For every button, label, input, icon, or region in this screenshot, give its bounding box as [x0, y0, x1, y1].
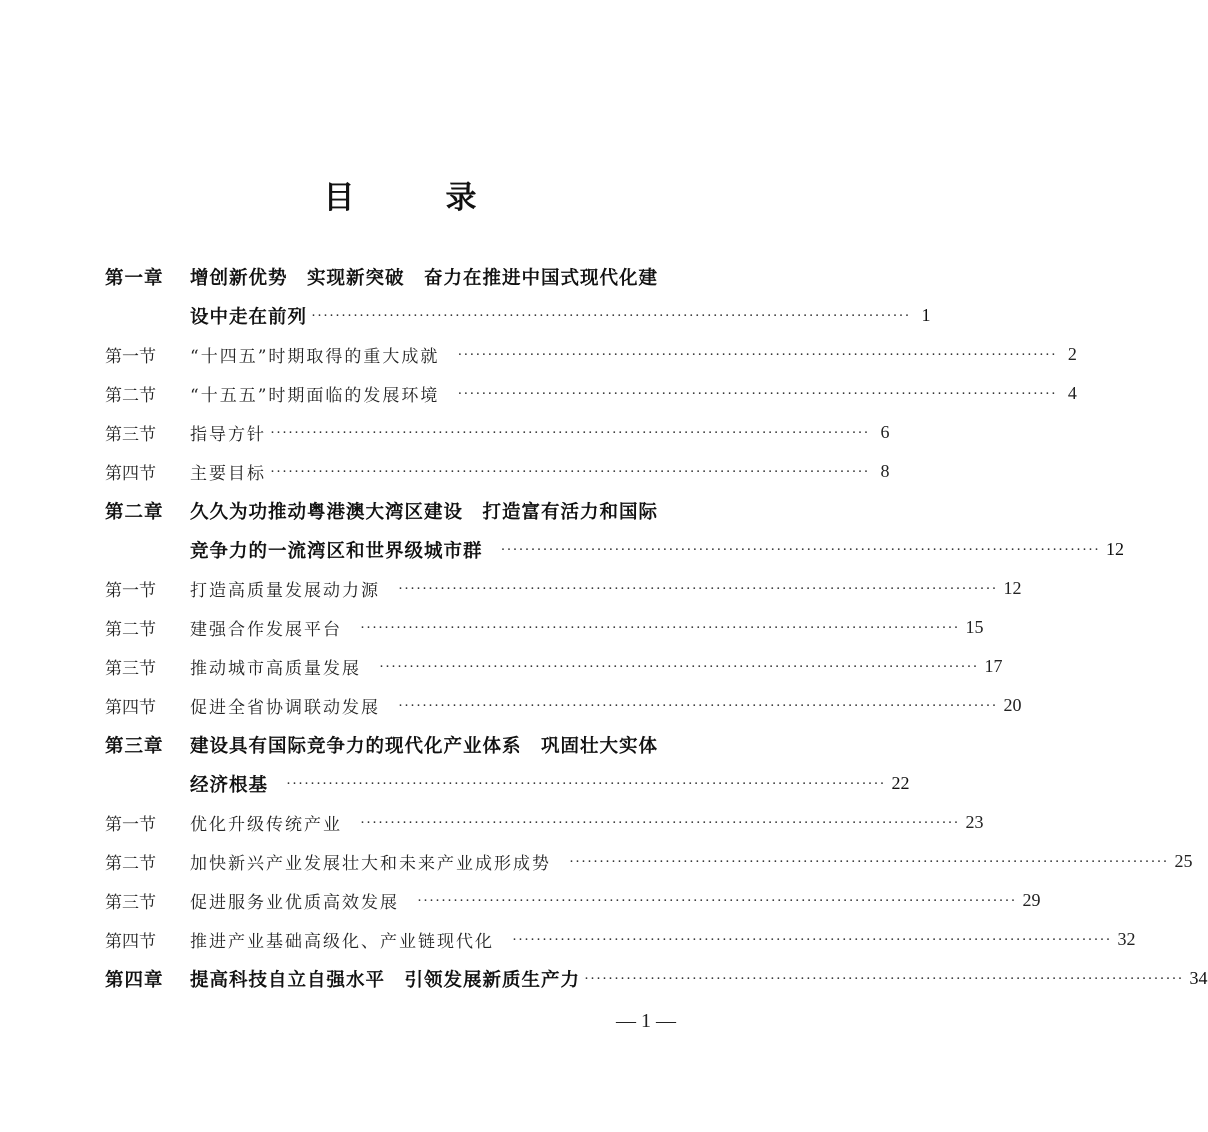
section-title: “十五五”时期面临的发展环境: [190, 386, 440, 406]
toc-chapter-3[interactable]: [105, 725, 695, 764]
chapter-title: 增创新优势 实现新突破 奋力在推进中国式现代化建: [190, 267, 659, 289]
dot-leader: ····································································································: [311, 308, 911, 324]
chapter-title-cont: 竞争力的一流湾区和世界级城市群: [190, 540, 483, 562]
section-title: 推进产业基础高级化、产业链现代化: [190, 932, 494, 952]
chapter-title-cont: 设中走在前列: [190, 306, 308, 328]
dot-leader: ····································································································: [417, 893, 1017, 909]
section-title: 建强合作发展平台: [190, 620, 342, 640]
section-title: 优化升级传统产业: [190, 815, 342, 835]
section-label: 第一节: [105, 815, 156, 835]
toc-section[interactable]: [105, 842, 1193, 881]
toc-chapter-2[interactable]: [105, 491, 695, 530]
toc-chapter-1[interactable]: [105, 257, 695, 296]
page-number: 4: [1067, 383, 1077, 403]
dot-leader: ····································································································: [500, 542, 1101, 558]
section-label: 第四节: [105, 698, 156, 718]
section-label: 第二节: [105, 620, 156, 640]
page-number: 12: [1003, 578, 1022, 598]
toc-section[interactable]: [105, 374, 1077, 413]
section-label: 第四节: [105, 932, 156, 952]
page-number: 12: [1106, 539, 1125, 559]
dot-leader: ····································································································: [398, 581, 998, 597]
chapter-label: 第四章: [105, 969, 164, 991]
page-number: 22: [891, 773, 910, 793]
section-title: 促进全省协调联动发展: [190, 698, 380, 718]
dot-leader: ····································································································: [360, 620, 960, 636]
dot-leader: ····································································································: [286, 776, 886, 792]
toc-section[interactable]: [105, 569, 1022, 608]
toc-chapter-2-cont[interactable]: [105, 530, 1125, 569]
dot-leader: ····································································································: [457, 347, 1057, 363]
page-number: 32: [1117, 929, 1136, 949]
section-label: 第二节: [105, 854, 156, 874]
chapter-label: 第二章: [105, 501, 164, 523]
toc-section[interactable]: [105, 452, 890, 491]
toc-section[interactable]: [105, 881, 1041, 920]
toc-section[interactable]: [105, 920, 1136, 959]
toc-chapter-3-cont[interactable]: [105, 764, 910, 803]
page-number: 34: [1189, 968, 1208, 988]
dot-leader: ····································································································: [360, 815, 960, 831]
chapter-title: 久久为功推动粤港澳大湾区建设 打造富有活力和国际: [190, 501, 659, 523]
page-number: 25: [1174, 851, 1193, 871]
page-number: 20: [1003, 695, 1022, 715]
table-of-contents: [105, 257, 1208, 998]
toc-title: 目 录: [323, 180, 507, 216]
dot-leader: ····································································································: [398, 698, 998, 714]
chapter-label: 第一章: [105, 267, 164, 289]
toc-section[interactable]: [105, 647, 1003, 686]
toc-section[interactable]: [105, 803, 984, 842]
section-title: 指导方针: [190, 425, 266, 445]
toc-section[interactable]: [105, 686, 1022, 725]
dot-leader: ····································································································: [584, 971, 1184, 987]
toc-section[interactable]: [105, 608, 984, 647]
dot-leader: ····································································································: [569, 854, 1169, 870]
chapter-label: 第三章: [105, 735, 164, 757]
section-title: “十四五”时期取得的重大成就: [190, 347, 440, 367]
page-number: 2: [1067, 344, 1077, 364]
chapter-title: 提高科技自立自强水平 引领发展新质生产力: [190, 969, 581, 991]
section-label: 第二节: [105, 386, 156, 406]
chapter-title-cont: 经济根基: [190, 774, 269, 796]
section-title: 打造高质量发展动力源: [190, 581, 380, 601]
section-label: 第一节: [105, 581, 156, 601]
page-number: 29: [1022, 890, 1041, 910]
page-number: 6: [880, 422, 890, 442]
section-label: 第三节: [105, 659, 156, 679]
section-label: 第三节: [105, 425, 156, 445]
toc-chapter-1-cont[interactable]: [105, 296, 931, 335]
section-title: 主要目标: [190, 464, 266, 484]
section-title: 推动城市高质量发展: [190, 659, 361, 679]
dot-leader: ····································································································: [270, 464, 870, 480]
page-number: 8: [880, 461, 890, 481]
dot-leader: ····································································································: [379, 659, 979, 675]
toc-section[interactable]: [105, 413, 890, 452]
toc-chapter-4[interactable]: [105, 959, 1208, 998]
section-title: 加快新兴产业发展壮大和未来产业成形成势: [190, 854, 551, 874]
toc-section[interactable]: [105, 335, 1077, 374]
section-title: 促进服务业优质高效发展: [190, 893, 399, 913]
dot-leader: ····································································································: [512, 932, 1112, 948]
section-label: 第三节: [105, 893, 156, 913]
chapter-title: 建设具有国际竞争力的现代化产业体系 巩固壮大实体: [190, 735, 659, 757]
dot-leader: ····································································································: [457, 386, 1057, 402]
page-number: 15: [965, 617, 984, 637]
page-number: 17: [984, 656, 1003, 676]
dot-leader: ····································································································: [270, 425, 870, 441]
section-label: 第四节: [105, 464, 156, 484]
page-footer-number: — 1 —: [616, 1010, 676, 1032]
page-number: 23: [965, 812, 984, 832]
page-number: 1: [921, 305, 931, 325]
section-label: 第一节: [105, 347, 156, 367]
